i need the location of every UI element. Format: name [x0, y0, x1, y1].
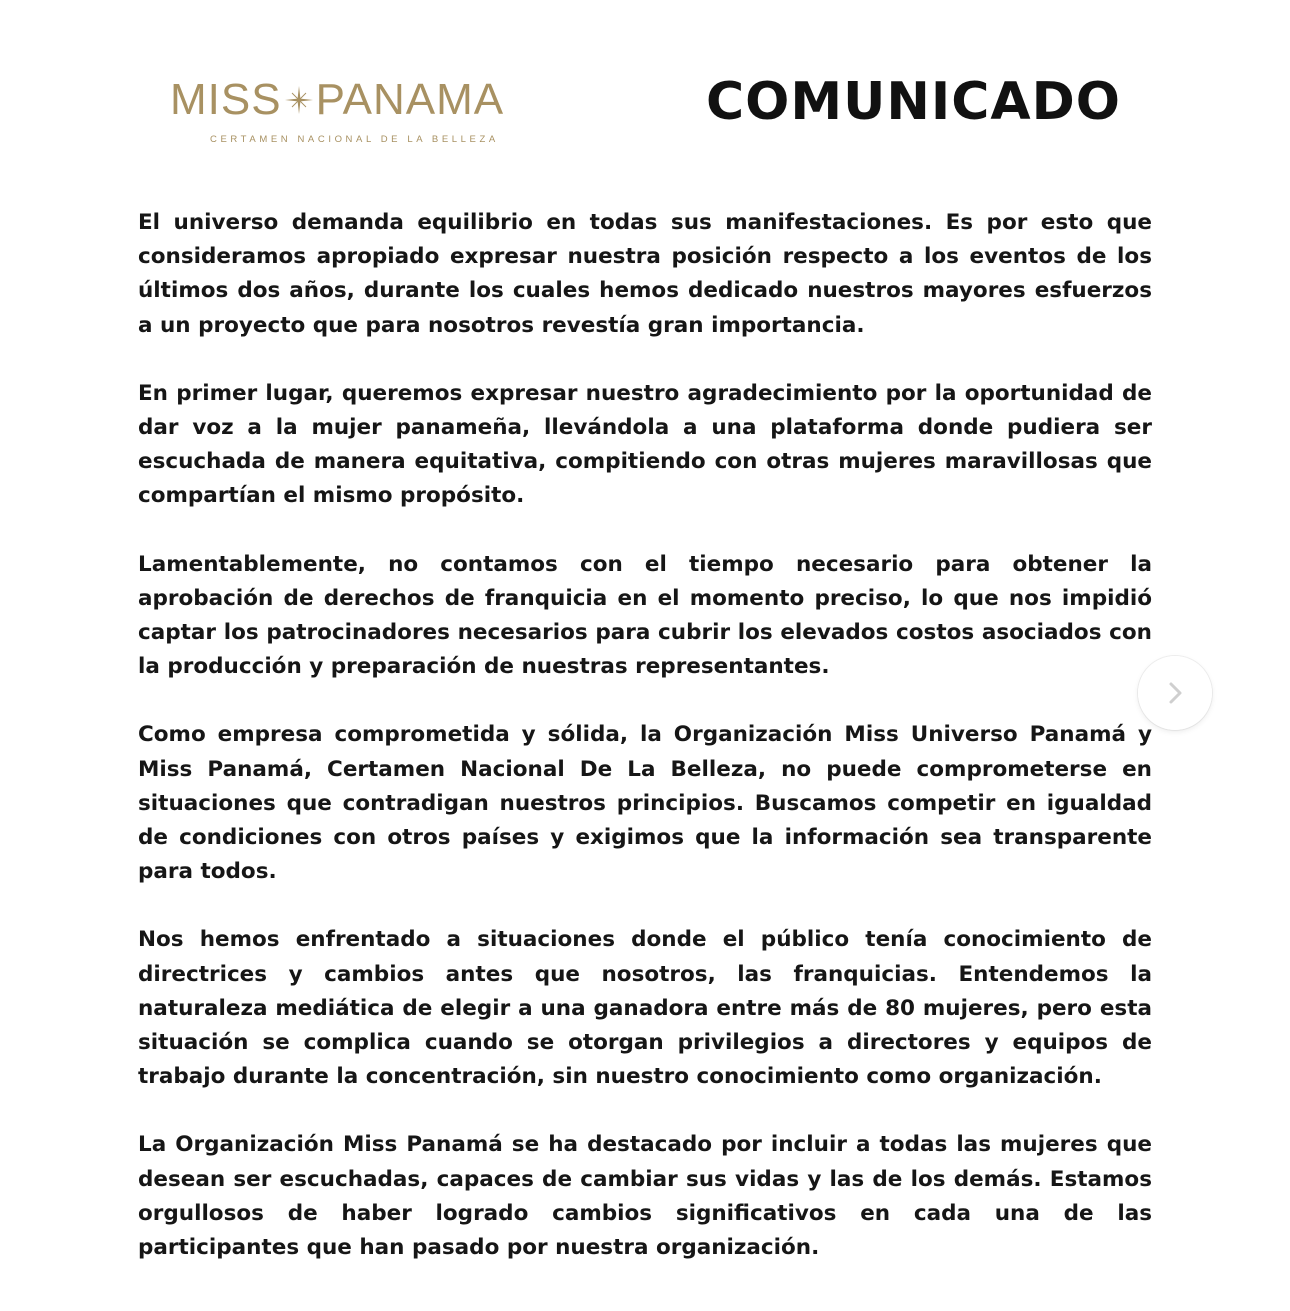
paragraph: Nos hemos enfrentado a situaciones donde el público tenía conocimiento de directrices y cambios antes que nosotros, las franquicias. Entendemos la naturaleza mediática de elegir a una ganadora entre más de 80 mujeres, pero esta situación se complica cuando se otorgan privilegios a directores y equipos de trabajo durante la concentración, sin nuestro conocimiento como organización.	[138, 927, 1152, 1090]
communique-body	[138, 206, 1152, 1299]
miss-panama-logo	[170, 75, 550, 148]
logo-left-text: MISS	[170, 75, 282, 124]
logo-tagline: CERTAMEN NACIONAL DE LA BELLEZA	[210, 134, 499, 145]
logo-right-text: PANAMA	[315, 75, 505, 124]
chevron-right-icon	[1162, 680, 1188, 706]
paragraph: Lamentablemente, no contamos con el tiempo necesario para obtener la aprobación de derechos de franquicia en el momento preciso, lo que nos impidió captar los patrocinadores necesarios para cubrir los elevados costos asociados con la producción y preparación de nuestras representantes.	[138, 551, 1152, 680]
paragraph: La Organización Miss Panamá se ha destacado por incluir a todas las mujeres que desean ser escuchadas, capaces de cambiar sus vidas y las de los demás. Estamos orgullosos de haber logrado cambios significativos en cada una de las participantes que han pasado por nuestra organización.	[138, 1132, 1152, 1261]
star-icon	[284, 85, 314, 115]
paragraph: El universo demanda equilibrio en todas sus manifestaciones. Es por esto que consideramos apropiado expresar nuestra posición respecto a los eventos de los últimos dos años, durante los cuales hemos dedicado nuestros mayores esfuerzos a un proyecto que para nosotros revestía gran importancia.	[138, 210, 1152, 338]
paragraph: En primer lugar, queremos expresar nuestro agradecimiento por la oportunidad de dar voz a la mujer panameña, llevándola a una plataforma donde pudiera ser escuchada de manera equitativa, compitiendo con otras mujeres maravillosas que compartían el mismo propósito.	[138, 380, 1152, 509]
next-slide-button[interactable]	[1138, 656, 1212, 730]
paragraph: Como empresa comprometida y sólida, la Organización Miss Universo Panamá y Miss Panamá, Certamen Nacional De La Belleza, no puede comprometerse en situaciones que contradigan nuestros principios. Buscamos competir en igualdad de condiciones con otros países y exigimos que la información sea transparente para todos.	[138, 722, 1152, 885]
page-title: COMUNICADO	[706, 72, 1121, 132]
logo-wordmark	[170, 75, 550, 124]
